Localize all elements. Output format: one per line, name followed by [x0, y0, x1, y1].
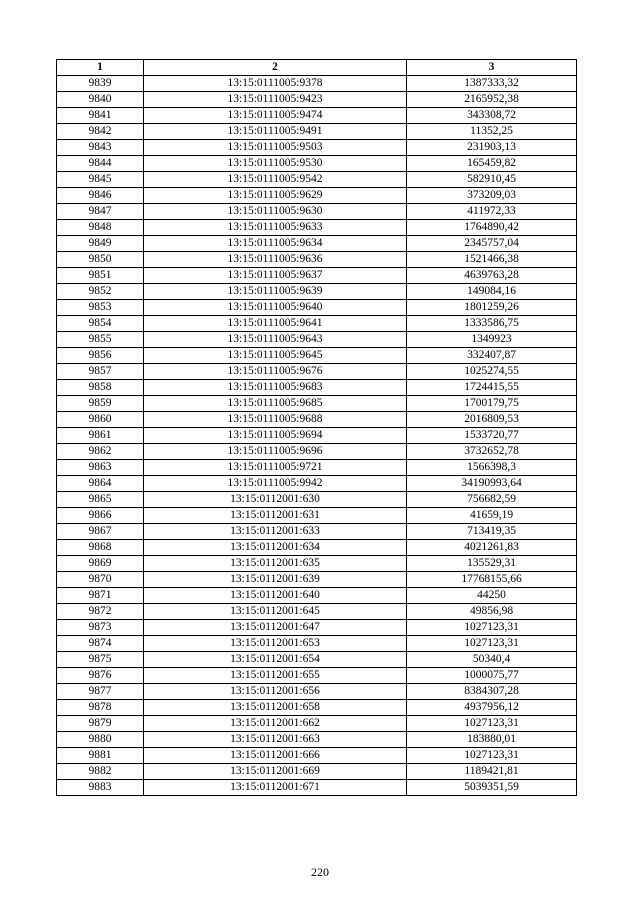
- table-row: [57, 428, 577, 444]
- value-cell: 1700179,75: [407, 396, 577, 412]
- cadastral-number-cell: 13:15:0112001:645: [144, 604, 407, 620]
- table-row: [57, 780, 577, 796]
- cadastral-number-cell: 13:15:0112001:631: [144, 508, 407, 524]
- row-number-cell: 9863: [57, 460, 144, 476]
- cadastral-number-cell: 13:15:0112001:647: [144, 620, 407, 636]
- value-cell: 1025274,55: [407, 364, 577, 380]
- row-number-cell: 9845: [57, 172, 144, 188]
- cadastral-number-cell: 13:15:0111005:9633: [144, 220, 407, 236]
- cadastral-number-cell: 13:15:0111005:9423: [144, 92, 407, 108]
- cadastral-number-cell: 13:15:0112001:662: [144, 716, 407, 732]
- row-number-cell: 9852: [57, 284, 144, 300]
- value-cell: 8384307,28: [407, 684, 577, 700]
- page-number: 220: [311, 865, 329, 879]
- value-cell: 373209,03: [407, 188, 577, 204]
- cadastral-number-cell: 13:15:0112001:658: [144, 700, 407, 716]
- row-number-cell: 9883: [57, 780, 144, 796]
- row-number-cell: 9841: [57, 108, 144, 124]
- row-number-cell: 9875: [57, 652, 144, 668]
- value-cell: 50340,4: [407, 652, 577, 668]
- cadastral-number-cell: 13:15:0112001:656: [144, 684, 407, 700]
- row-number-cell: 9858: [57, 380, 144, 396]
- column-header-1: 1: [57, 60, 144, 76]
- data-table: [56, 59, 577, 796]
- table-row: [57, 140, 577, 156]
- cadastral-number-cell: 13:15:0111005:9640: [144, 300, 407, 316]
- table-row: [57, 764, 577, 780]
- table-row: [57, 460, 577, 476]
- value-cell: 1724415,55: [407, 380, 577, 396]
- value-cell: 1533720,77: [407, 428, 577, 444]
- row-number-cell: 9855: [57, 332, 144, 348]
- value-cell: 1189421,81: [407, 764, 577, 780]
- value-cell: 183880,01: [407, 732, 577, 748]
- table-row: [57, 332, 577, 348]
- value-cell: 713419,35: [407, 524, 577, 540]
- table-row: [57, 668, 577, 684]
- row-number-cell: 9878: [57, 700, 144, 716]
- value-cell: 1801259,26: [407, 300, 577, 316]
- table-row: [57, 652, 577, 668]
- value-cell: 17768155,66: [407, 572, 577, 588]
- table-row: [57, 252, 577, 268]
- row-number-cell: 9859: [57, 396, 144, 412]
- table-row: [57, 380, 577, 396]
- value-cell: 2165952,38: [407, 92, 577, 108]
- value-cell: 4021261,83: [407, 540, 577, 556]
- row-number-cell: 9866: [57, 508, 144, 524]
- table-row: [57, 700, 577, 716]
- table-row: [57, 476, 577, 492]
- cadastral-number-cell: 13:15:0112001:671: [144, 780, 407, 796]
- value-cell: 2016809,53: [407, 412, 577, 428]
- header-row: [57, 60, 577, 76]
- value-cell: 1027123,31: [407, 636, 577, 652]
- row-number-cell: 9880: [57, 732, 144, 748]
- table-row: [57, 540, 577, 556]
- table-row: [57, 732, 577, 748]
- table-row: [57, 748, 577, 764]
- row-number-cell: 9842: [57, 124, 144, 140]
- cadastral-number-cell: 13:15:0111005:9629: [144, 188, 407, 204]
- value-cell: 34190993,64: [407, 476, 577, 492]
- table-row: [57, 524, 577, 540]
- row-number-cell: 9849: [57, 236, 144, 252]
- value-cell: 11352,25: [407, 124, 577, 140]
- table-row: [57, 492, 577, 508]
- column-header-2: 2: [144, 60, 407, 76]
- cadastral-number-cell: 13:15:0111005:9636: [144, 252, 407, 268]
- cadastral-number-cell: 13:15:0111005:9637: [144, 268, 407, 284]
- column-header-3: 3: [407, 60, 577, 76]
- value-cell: 1764890,42: [407, 220, 577, 236]
- cadastral-number-cell: 13:15:0112001:653: [144, 636, 407, 652]
- row-number-cell: 9864: [57, 476, 144, 492]
- value-cell: 4937956,12: [407, 700, 577, 716]
- cadastral-number-cell: 13:15:0111005:9542: [144, 172, 407, 188]
- table-row: [57, 108, 577, 124]
- value-cell: 1027123,31: [407, 748, 577, 764]
- table-row: [57, 604, 577, 620]
- cadastral-number-cell: 13:15:0112001:669: [144, 764, 407, 780]
- value-cell: 49856,98: [407, 604, 577, 620]
- table-row: [57, 220, 577, 236]
- cadastral-number-cell: 13:15:0111005:9721: [144, 460, 407, 476]
- table-row: [57, 412, 577, 428]
- table-row: [57, 300, 577, 316]
- row-number-cell: 9846: [57, 188, 144, 204]
- table-row: [57, 684, 577, 700]
- row-number-cell: 9853: [57, 300, 144, 316]
- table-row: [57, 556, 577, 572]
- row-number-cell: 9869: [57, 556, 144, 572]
- cadastral-number-cell: 13:15:0111005:9639: [144, 284, 407, 300]
- cadastral-number-cell: 13:15:0111005:9696: [144, 444, 407, 460]
- value-cell: 1027123,31: [407, 716, 577, 732]
- cadastral-number-cell: 13:15:0112001:635: [144, 556, 407, 572]
- value-cell: 2345757,04: [407, 236, 577, 252]
- table-row: [57, 124, 577, 140]
- cadastral-number-cell: 13:15:0111005:9688: [144, 412, 407, 428]
- table-row: [57, 268, 577, 284]
- row-number-cell: 9870: [57, 572, 144, 588]
- value-cell: 343308,72: [407, 108, 577, 124]
- cadastral-number-cell: 13:15:0111005:9378: [144, 76, 407, 92]
- row-number-cell: 9860: [57, 412, 144, 428]
- value-cell: 332407,87: [407, 348, 577, 364]
- table-row: [57, 620, 577, 636]
- row-number-cell: 9861: [57, 428, 144, 444]
- row-number-cell: 9872: [57, 604, 144, 620]
- row-number-cell: 9843: [57, 140, 144, 156]
- value-cell: 5039351,59: [407, 780, 577, 796]
- table-row: [57, 588, 577, 604]
- value-cell: 1027123,31: [407, 620, 577, 636]
- cadastral-number-cell: 13:15:0111005:9634: [144, 236, 407, 252]
- table-row: [57, 572, 577, 588]
- cadastral-number-cell: 13:15:0112001:654: [144, 652, 407, 668]
- value-cell: 135529,31: [407, 556, 577, 572]
- cadastral-number-cell: 13:15:0112001:633: [144, 524, 407, 540]
- table-row: [57, 348, 577, 364]
- row-number-cell: 9839: [57, 76, 144, 92]
- table-row: [57, 172, 577, 188]
- value-cell: 3732652,78: [407, 444, 577, 460]
- row-number-cell: 9882: [57, 764, 144, 780]
- table-row: [57, 316, 577, 332]
- cadastral-number-cell: 13:15:0112001:663: [144, 732, 407, 748]
- cadastral-number-cell: 13:15:0112001:634: [144, 540, 407, 556]
- table-row: [57, 396, 577, 412]
- cadastral-number-cell: 13:15:0112001:640: [144, 588, 407, 604]
- row-number-cell: 9876: [57, 668, 144, 684]
- cadastral-number-cell: 13:15:0111005:9683: [144, 380, 407, 396]
- cadastral-number-cell: 13:15:0111005:9641: [144, 316, 407, 332]
- cadastral-number-cell: 13:15:0111005:9643: [144, 332, 407, 348]
- row-number-cell: 9865: [57, 492, 144, 508]
- row-number-cell: 9862: [57, 444, 144, 460]
- value-cell: 4639763,28: [407, 268, 577, 284]
- value-cell: 411972,33: [407, 204, 577, 220]
- value-cell: 582910,45: [407, 172, 577, 188]
- value-cell: 149084,16: [407, 284, 577, 300]
- table-row: [57, 284, 577, 300]
- table-row: [57, 188, 577, 204]
- table-row: [57, 236, 577, 252]
- row-number-cell: 9847: [57, 204, 144, 220]
- cadastral-number-cell: 13:15:0111005:9694: [144, 428, 407, 444]
- value-cell: 231903,13: [407, 140, 577, 156]
- value-cell: 1387333,32: [407, 76, 577, 92]
- value-cell: 41659,19: [407, 508, 577, 524]
- cadastral-number-cell: 13:15:0111005:9942: [144, 476, 407, 492]
- value-cell: 1521466,38: [407, 252, 577, 268]
- row-number-cell: 9868: [57, 540, 144, 556]
- cadastral-number-cell: 13:15:0111005:9530: [144, 156, 407, 172]
- cadastral-number-cell: 13:15:0111005:9474: [144, 108, 407, 124]
- cadastral-number-cell: 13:15:0111005:9676: [144, 364, 407, 380]
- cadastral-number-cell: 13:15:0111005:9630: [144, 204, 407, 220]
- row-number-cell: 9877: [57, 684, 144, 700]
- value-cell: 165459,82: [407, 156, 577, 172]
- value-cell: 1333586,75: [407, 316, 577, 332]
- cadastral-number-cell: 13:15:0112001:630: [144, 492, 407, 508]
- row-number-cell: 9879: [57, 716, 144, 732]
- row-number-cell: 9874: [57, 636, 144, 652]
- cadastral-number-cell: 13:15:0112001:639: [144, 572, 407, 588]
- cadastral-number-cell: 13:15:0112001:655: [144, 668, 407, 684]
- value-cell: 756682,59: [407, 492, 577, 508]
- row-number-cell: 9871: [57, 588, 144, 604]
- table-row: [57, 716, 577, 732]
- cadastral-number-cell: 13:15:0111005:9503: [144, 140, 407, 156]
- table-row: [57, 636, 577, 652]
- row-number-cell: 9867: [57, 524, 144, 540]
- cadastral-number-cell: 13:15:0111005:9645: [144, 348, 407, 364]
- table-row: [57, 444, 577, 460]
- table-row: [57, 364, 577, 380]
- value-cell: 1000075,77: [407, 668, 577, 684]
- table-row: [57, 204, 577, 220]
- table-row: [57, 156, 577, 172]
- table-body: [57, 76, 577, 796]
- row-number-cell: 9881: [57, 748, 144, 764]
- table-row: [57, 508, 577, 524]
- table-row: [57, 76, 577, 92]
- row-number-cell: 9850: [57, 252, 144, 268]
- cadastral-number-cell: 13:15:0111005:9491: [144, 124, 407, 140]
- row-number-cell: 9840: [57, 92, 144, 108]
- row-number-cell: 9873: [57, 620, 144, 636]
- table-row: [57, 92, 577, 108]
- value-cell: 1566398,3: [407, 460, 577, 476]
- value-cell: 44250: [407, 588, 577, 604]
- row-number-cell: 9857: [57, 364, 144, 380]
- row-number-cell: 9848: [57, 220, 144, 236]
- cadastral-number-cell: 13:15:0112001:666: [144, 748, 407, 764]
- row-number-cell: 9851: [57, 268, 144, 284]
- row-number-cell: 9854: [57, 316, 144, 332]
- cadastral-number-cell: 13:15:0111005:9685: [144, 396, 407, 412]
- value-cell: 1349923: [407, 332, 577, 348]
- table-header: [57, 60, 577, 76]
- row-number-cell: 9856: [57, 348, 144, 364]
- row-number-cell: 9844: [57, 156, 144, 172]
